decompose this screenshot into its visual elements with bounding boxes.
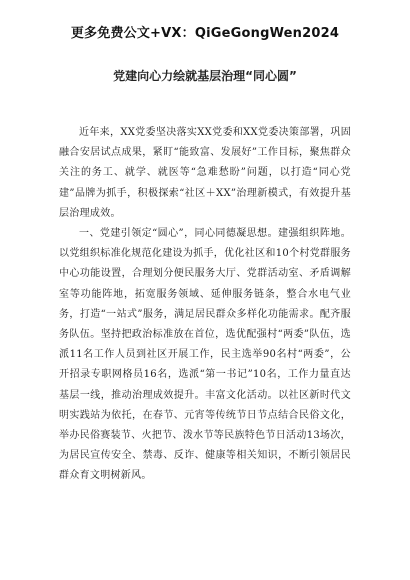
section-one-paragraph: 一、党建引领定“圆心”，同心同德凝思想。建强组织阵地。以党组织标准化规范化建设为抓手，优化社区和10个村党群服务中心功能设置，合理划分便民服务大厅、党群活动室、矛盾调解室等功能阵地，拓宽服务领域、延伸服务链条，整合水电气业务，打造“一站式”服务，满足居民群众多样化功能需求。配齐服务队伍。坚持把政治标准放在首位，选优配强村“两委”队伍，选派11名工作人员到社区开展工作，民主选举90名村“两委”，公开招录专职网格员16名，选派“第一书记”10名，工作力量直达基层一线，推动治理成效提升。丰富文化活动。以社区新时代文明实践站为依托，在春节、元宵等传统节日节点结合民俗文化，举办民俗赛装节、火把节、泼水节等民族特色节日活动13场次，为居民宣传安全、禁毒、反诈、健康等相关知识，不断引领居民群众育文明树新风。 bbox=[59, 228, 351, 482]
document-title: 党建向心力绘就基层治理“同心圆” bbox=[113, 69, 297, 83]
document-body bbox=[59, 123, 351, 487]
intro-paragraph: 近年来，XX党委坚决落实XX党委和XX党委决策部署，巩固融合安居试点成果，紧盯“能致富、发展好”工作目标，聚焦群众关注的务工、就学、就医等“急难愁盼”问题，以打造“同心党建”品牌为抓手，积极探索“社区＋XX”治理新模式，有效提升基层治理成效。 bbox=[59, 127, 351, 219]
promo-header: 更多免费公文+VX：QiGeGongWen2024 bbox=[70, 26, 340, 41]
